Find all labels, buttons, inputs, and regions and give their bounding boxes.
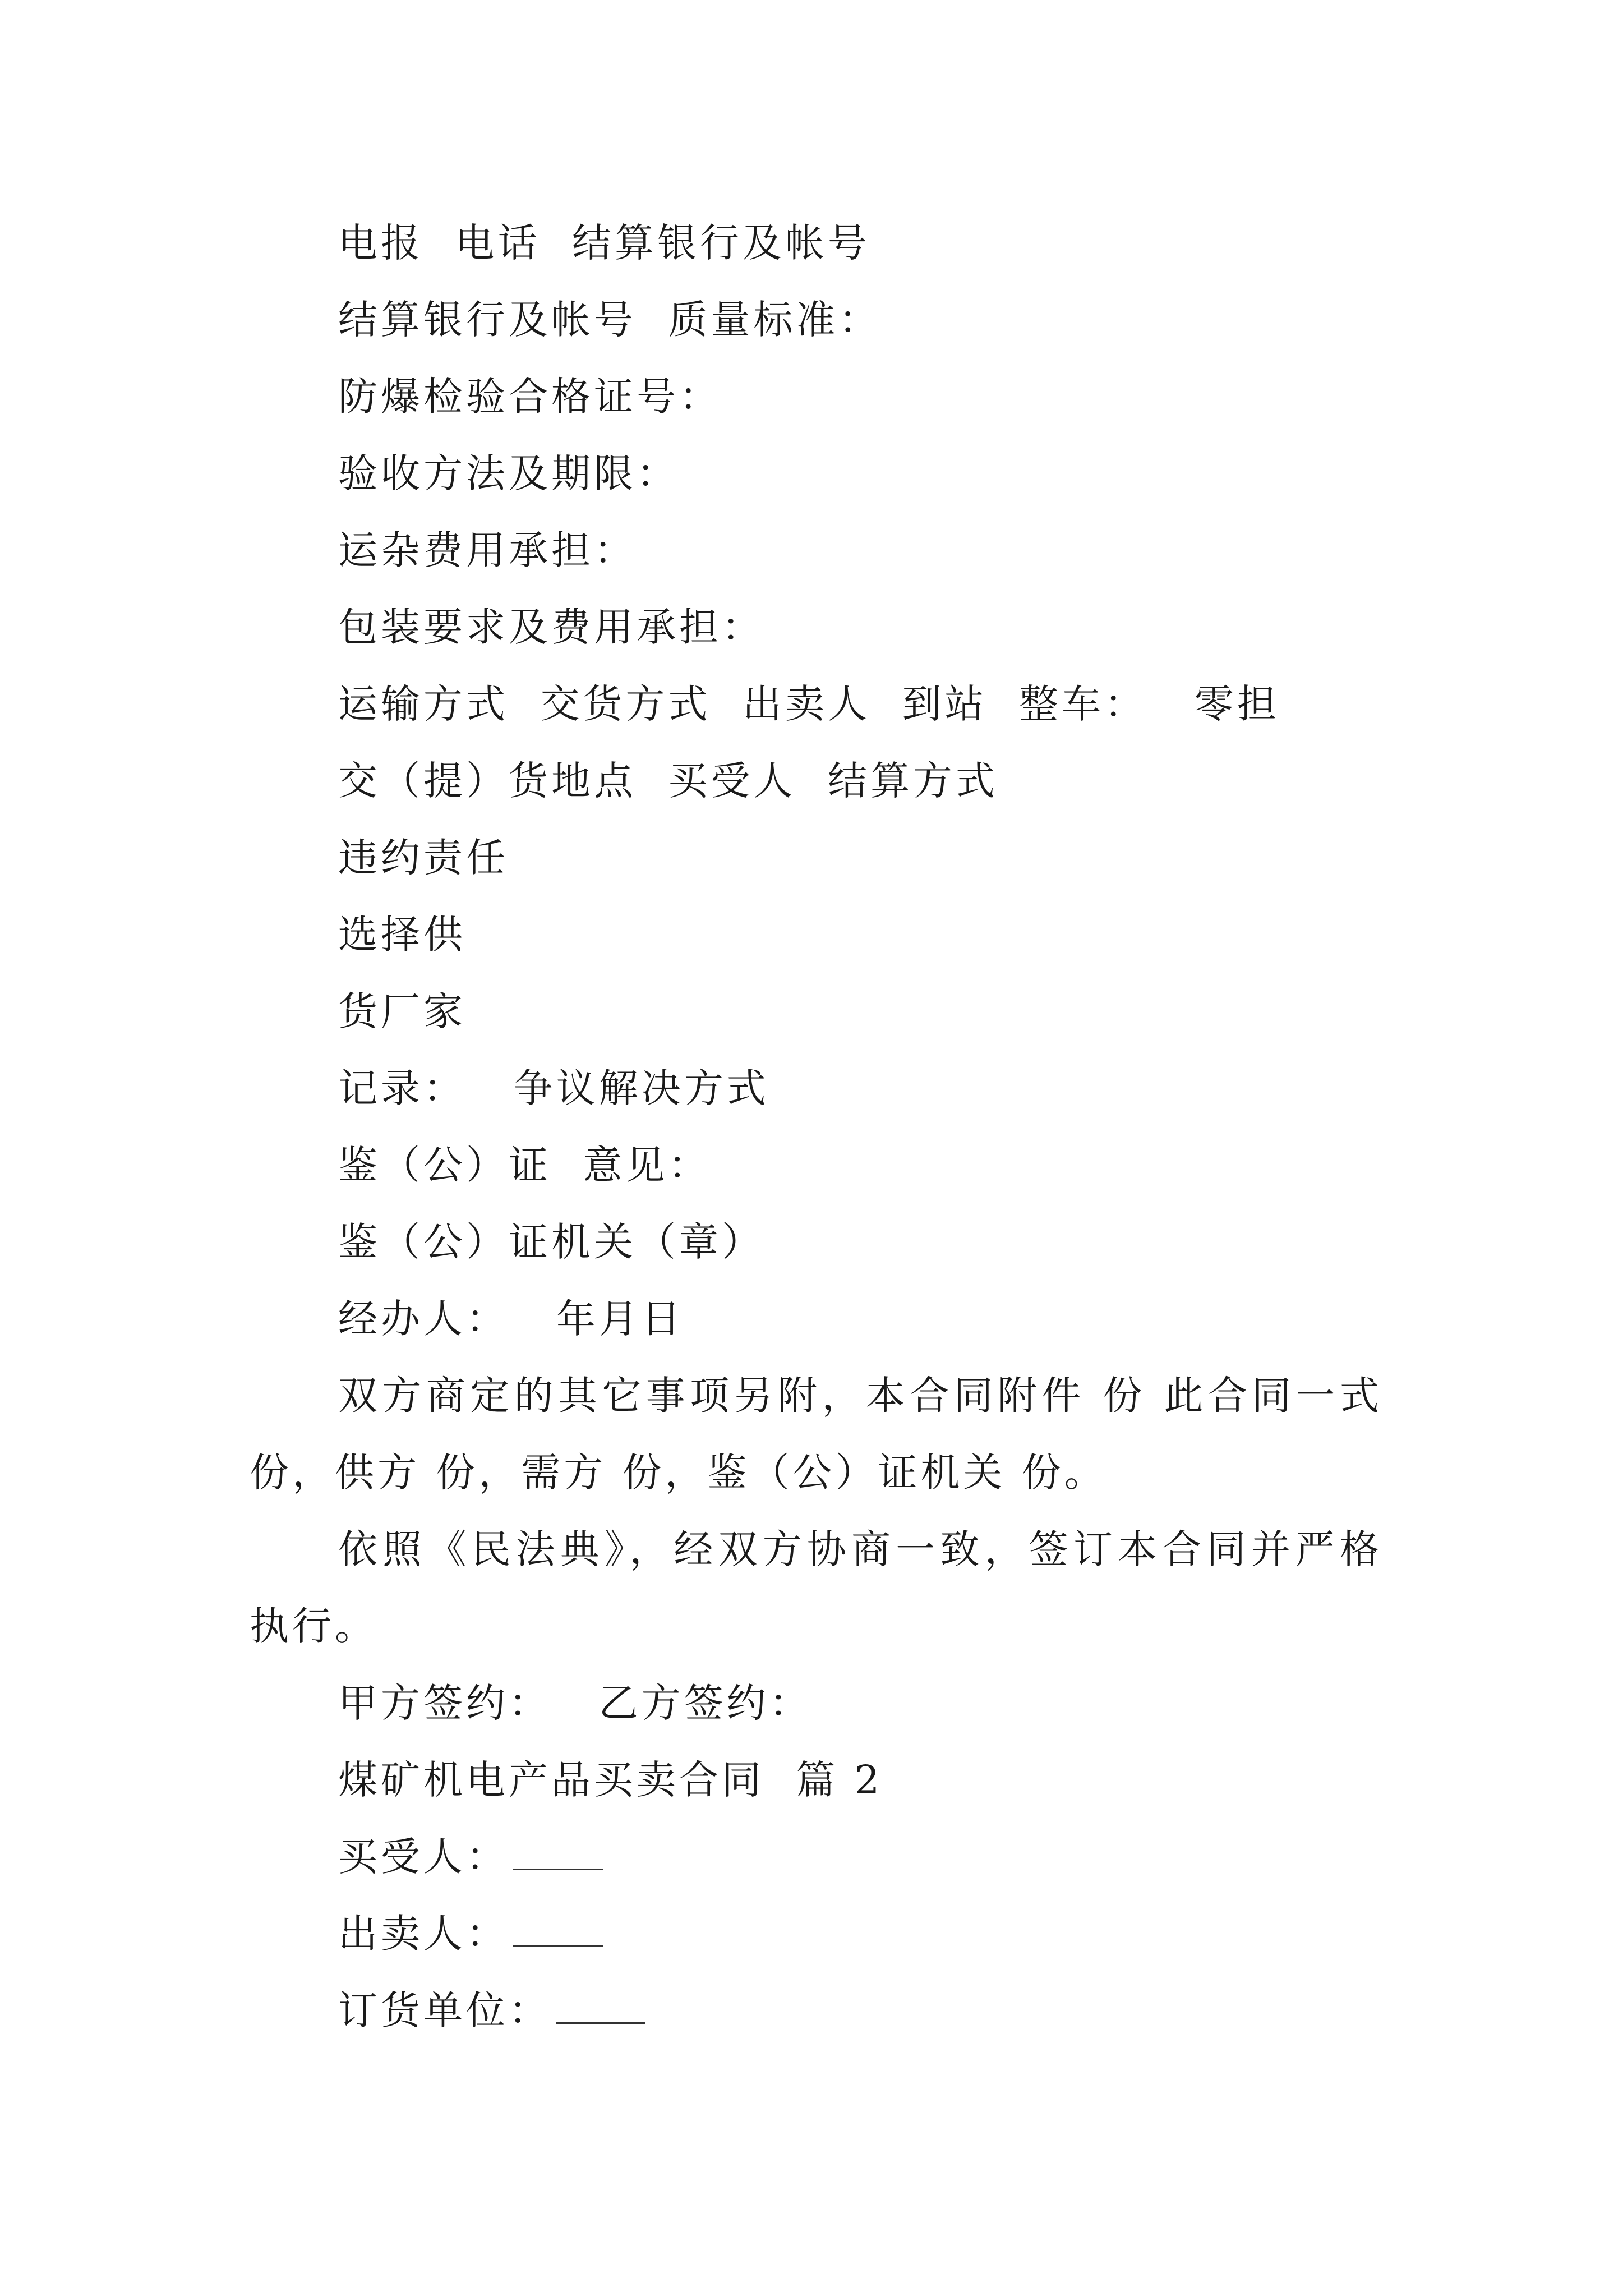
field-label: 订货单位：: [338, 1987, 551, 2033]
text-line: 包装要求及费用承担：: [338, 604, 764, 650]
text-line: 鉴（公）证 意见：: [338, 1142, 711, 1188]
text-line: 经办人： 年月日: [338, 1296, 684, 1342]
section-title: 煤矿机电产品买卖合同 篇 2: [338, 1757, 883, 1803]
text-line: 验收方法及期限：: [338, 450, 679, 496]
field-buyer: [250, 1819, 1382, 1895]
text-line: 违约责任: [338, 835, 509, 881]
blank-underline: [513, 1912, 603, 1947]
text-line: 交（提）货地点 买受人 结算方式: [338, 758, 999, 804]
text-line: 货厂家: [338, 988, 466, 1034]
text-line: 防爆检验合格证号：: [338, 374, 722, 420]
document-body: [250, 205, 1382, 2049]
blank-underline: [513, 1835, 603, 1870]
field-seller: [250, 1895, 1382, 1972]
text-line: 运输方式 交货方式 出卖人 到站 整车： 零担: [338, 681, 1280, 727]
text-line: 选择供: [338, 912, 466, 958]
text-line: 电报 电话 结算银行及帐号: [338, 220, 871, 266]
text-line: 结算银行及帐号 质量标准：: [338, 297, 882, 343]
paragraph-copies: 双方商定的其它事项另附，本合同附件 份 此合同一式 份，供方 份，需方 份，鉴（公）证机关 份。: [250, 1373, 1382, 1496]
signature-line: 甲方签约： 乙方签约：: [338, 1680, 812, 1726]
field-ordering-unit: [250, 1972, 1382, 2049]
text-line: 运杂费用承担：: [338, 527, 637, 573]
blank-underline: [556, 1989, 645, 2024]
text-line: 记录： 争议解决方式: [338, 1065, 769, 1111]
field-label: 出卖人：: [338, 1911, 509, 1957]
field-label: 买受人：: [338, 1834, 509, 1880]
paragraph-legal-basis: 依照《民法典》，经双方协商一致，签订本合同并严格执行。: [250, 1526, 1382, 1649]
text-line: 鉴（公）证机关（章）: [338, 1219, 764, 1265]
